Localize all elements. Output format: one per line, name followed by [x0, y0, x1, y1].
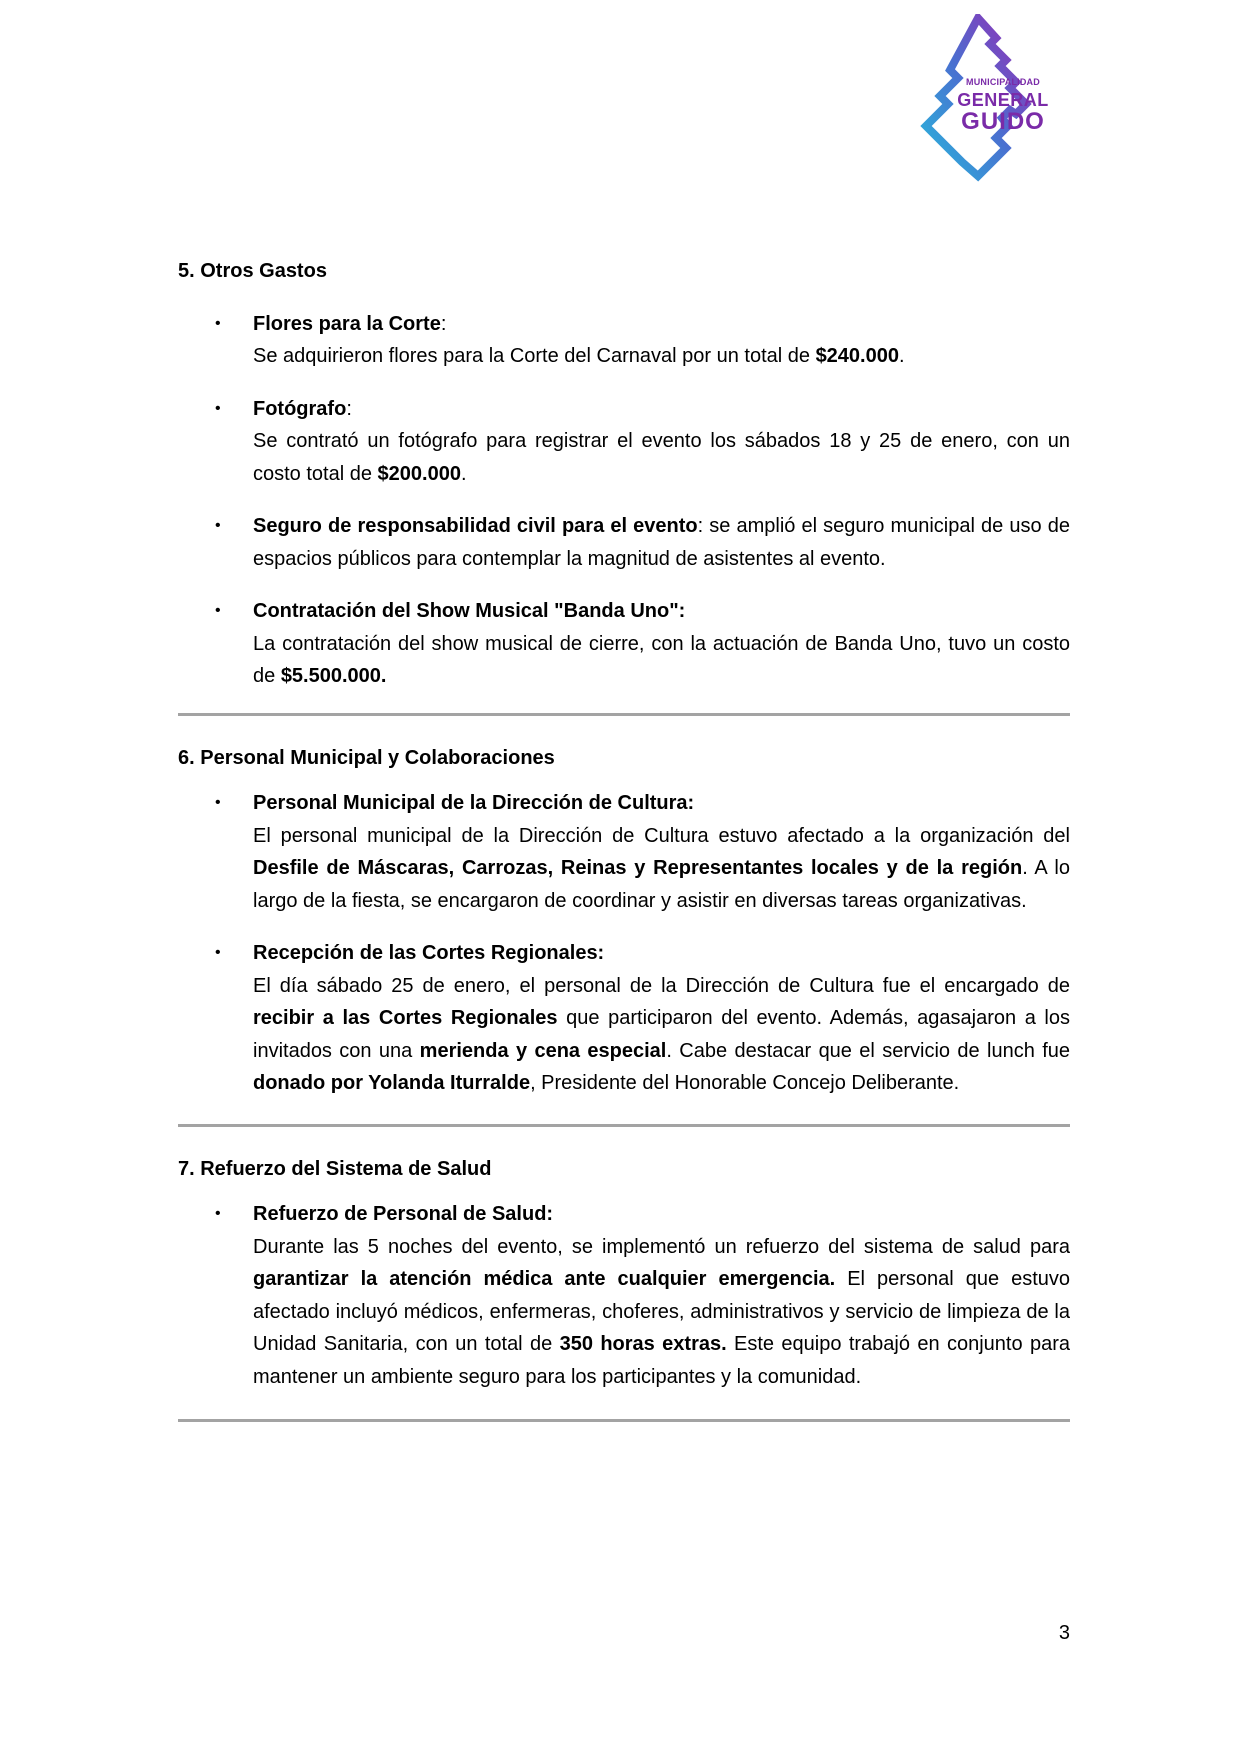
item-title-suffix: : [346, 397, 352, 420]
bullet-list [178, 308, 1070, 693]
section-heading: 5. Otros Gastos [178, 260, 327, 282]
item-text: . Cabe destacar que el servicio de lunch fue [666, 1039, 1071, 1062]
item-highlight: recibir a las Cortes Regionales [253, 1007, 558, 1029]
item-text: : se amplió el seguro municipal de uso de espacios públicos para contemplar la magnitud de asistentes al evento. [253, 515, 1070, 570]
item-text: Este equipo trabajó en conjunto para mantener un ambiente seguro para los participantes y la comunidad. [253, 1333, 1070, 1388]
item-amount: $5.500.000. [280, 665, 387, 687]
section-divider [178, 1419, 1070, 1422]
item-highlight: Desfile de Máscaras, Carrozas, Reinas y Representantes locales y de la región [253, 857, 1023, 879]
item-text: Durante las 5 noches del evento, se implementó un refuerzo del sistema de salud para [253, 1235, 1070, 1258]
bullet-icon: • [215, 399, 221, 417]
list-item [178, 393, 1070, 491]
item-text: Se adquirieron flores para la Corte del Carnaval por un total de [253, 345, 816, 367]
section-heading: 6. Personal Municipal y Colaboraciones [178, 746, 555, 769]
document-body [178, 255, 1070, 1422]
section-divider [178, 713, 1070, 716]
list-item [178, 937, 1070, 1100]
item-title: Refuerzo de Personal de Salud: [253, 1203, 554, 1225]
section-heading: 7. Refuerzo del Sistema de Salud [178, 1157, 492, 1180]
logo-text-municipalidad: MUNICIPALIDAD [966, 77, 1040, 87]
item-text: . [898, 345, 905, 367]
list-item [178, 510, 1070, 575]
item-text: . A lo largo de la fiesta, se encargaron de coordinar y asistir en diversas tareas organizativas. [253, 857, 1070, 912]
bullet-icon: • [215, 1205, 221, 1222]
item-title: Personal Municipal de la Dirección de Cultura: [253, 792, 695, 814]
item-text: . [460, 462, 467, 485]
item-title: Fotógrafo [253, 397, 347, 420]
page-number: 3 [1058, 1622, 1070, 1644]
item-text: , Presidente del Honorable Concejo Deliberante. [530, 1072, 960, 1094]
item-title-suffix: : [440, 312, 447, 335]
bullet-icon: • [215, 602, 221, 619]
bullet-list [178, 1198, 1070, 1393]
list-item [178, 1198, 1070, 1393]
item-amount: $200.000 [377, 462, 461, 485]
item-text: Se contrató un fotógrafo para registrar el evento los sábados 18 y 25 de enero, con un costo total de [253, 430, 1070, 485]
item-text: El personal municipal de la Dirección de Cultura estuvo afectado a la organización del [253, 824, 1070, 847]
bullet-icon: • [215, 944, 221, 961]
item-title: Seguro de responsabilidad civil para el evento [253, 515, 698, 537]
item-amount: $240.000 [815, 345, 899, 367]
bullet-icon: • [215, 794, 221, 811]
item-title: Flores para la Corte [253, 312, 441, 335]
item-text: El personal que estuvo afectado incluyó médicos, enfermeras, choferes, administrativos y servicio de limpieza de la Unidad Sanitaria, con un total de [253, 1268, 1070, 1355]
section-personal-municipal [178, 742, 1070, 1100]
logo-text-general: GENERAL [957, 90, 1049, 110]
item-text: que participaron del evento. Además, agasajaron a los invitados con una [253, 1007, 1070, 1062]
item-highlight: merienda y cena especial [419, 1039, 667, 1062]
item-text: La contratación del show musical de cierre, con la actuación de Banda Uno, tuvo un costo de [253, 632, 1070, 687]
item-text: El día sábado 25 de enero, el personal de la Dirección de Cultura fue el encargado de [253, 974, 1070, 997]
item-highlight: donado por Yolanda Iturralde [253, 1072, 531, 1094]
logo-text-guido: GUIDO [961, 108, 1045, 135]
list-item [178, 308, 1070, 373]
section-divider [178, 1124, 1070, 1127]
bullet-icon: • [215, 314, 221, 332]
item-highlight: garantizar la atención médica ante cualquier emergencia. [253, 1268, 836, 1290]
bullet-list [178, 787, 1070, 1100]
section-refuerzo-salud [178, 1153, 1070, 1394]
list-item [178, 787, 1070, 917]
bullet-icon: • [215, 517, 221, 534]
section-otros-gastos [178, 255, 1070, 693]
item-title: Recepción de las Cortes Regionales: [253, 942, 605, 964]
list-item [178, 595, 1070, 693]
municipality-logo [918, 14, 1068, 194]
item-title: Contratación del Show Musical "Banda Uno": [253, 600, 686, 622]
item-highlight: 350 horas extras. [559, 1333, 727, 1355]
